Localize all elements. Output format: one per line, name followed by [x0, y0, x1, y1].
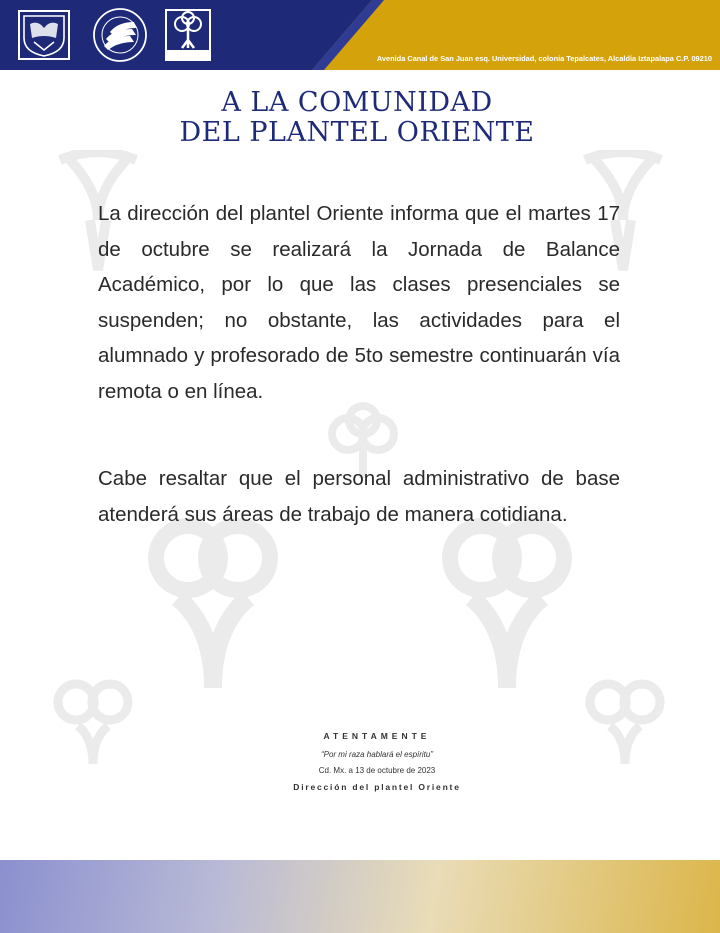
closing-text: ATENTAMENTE — [323, 731, 431, 741]
watermark-tree-icon — [138, 518, 288, 698]
header-bar — [0, 0, 720, 70]
watermark-tree-icon — [432, 518, 582, 698]
body-paragraph-2: Cabe resaltar que el personal administrativo de base atenderá sus áreas de trabajo de manera cotidiana. — [98, 467, 620, 526]
footer-gradient-bar — [0, 860, 720, 933]
body-paragraph-1: La dirección del plantel Oriente informa que el martes 17 de octubre se realizará la Jornada de Balance Académico, por lo que las clases presenciales se suspenden; no obstante, las actividades para el alumnado y profesorado de 5to semestre continuarán vía remota o en línea. — [98, 202, 620, 403]
title-line-2: DEL PLANTEL ORIENTE — [179, 117, 535, 148]
header-address: Avenida Canal de San Juan esq. Universidad, colonia Tepalcates, Alcaldía Iztapalapa C.P. 09210 — [376, 54, 712, 63]
place-date-text: Cd. Mx. a 13 de octubre de 2023 — [318, 766, 436, 775]
colegio-seal-logo — [90, 6, 150, 64]
title-line-1: A LA COMUNIDAD — [221, 87, 493, 118]
unam-shield-logo — [14, 6, 74, 64]
signer-text: Dirección del plantel Oriente — [293, 782, 461, 792]
cch-tree-logo — [158, 6, 218, 64]
motto-text: “Por mi raza hablará el espíritu” — [320, 750, 434, 759]
